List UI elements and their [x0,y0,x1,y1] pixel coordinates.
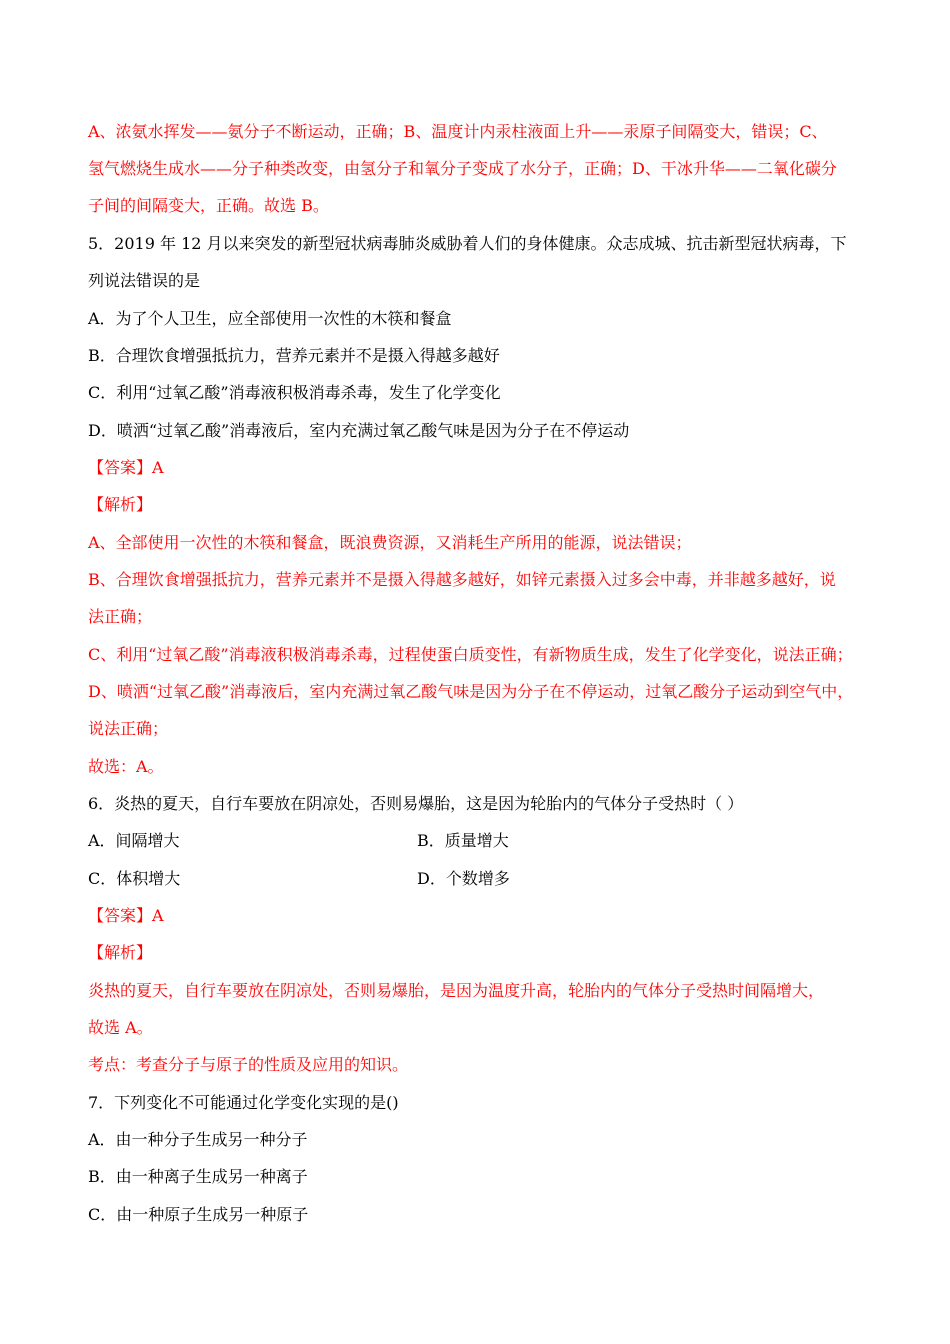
analysis-text: 故选：A。 [88,757,164,776]
question-5-stem: 列说法错误的是 [88,271,201,290]
text-line: A、浓氨水挥发——氨分子不断运动，正确；B、温度计内汞柱液面上升——汞原子间隔变大，错误；C、 [88,122,828,141]
question-7-stem: 7．下列变化不可能通过化学变化实现的是() [88,1093,399,1112]
question-5-option-d: D．喷洒“过氧乙酸”消毒液后，室内充满过氧乙酸气味是因为分子在不停运动 [88,421,630,440]
question-5-option-a: A．为了个人卫生，应全部使用一次性的木筷和餐盒 [88,309,452,328]
question-6-option-b: B．质量增大 [417,831,509,850]
analysis-text: C、利用“过氧乙酸”消毒液积极消毒杀毒，过程使蛋白质变性，有新物质生成，发生了化学变化，说法正确； [88,645,853,664]
analysis-text: A、全部使用一次性的木筷和餐盒，既浪费资源，又消耗生产所用的能源，说法错误； [88,533,692,552]
question-5-option-c: C．利用“过氧乙酸”消毒液积极消毒杀毒，发生了化学变化 [88,383,501,402]
analysis-text: 炎热的夏天，自行车要放在阴凉处，否则易爆胎，是因为温度升高，轮胎内的气体分子受热时间隔增大， [88,981,825,1000]
question-6-option-d: D．个数增多 [417,869,510,888]
analysis-label: 【解析】 [88,943,153,962]
text-line: 子间的间隔变大，正确。故选 B。 [88,196,329,215]
question-7-option-c: C．由一种原子生成另一种原子 [88,1205,309,1224]
question-6-option-a: A．间隔增大 [88,831,180,850]
analysis-text: D、喷洒“过氧乙酸”消毒液后，室内充满过氧乙酸气味是因为分子在不停运动，过氧乙酸分子运动到空气中， [88,682,854,701]
analysis-text: B、合理饮食增强抵抗力，营养元素并不是摄入得越多越好，如锌元素摄入过多会中毒，并非越多越好，说 [88,570,836,589]
analysis-text: 法正确； [88,607,153,626]
text-line: 氢气燃烧生成水——分子种类改变，由氢分子和氧分子变成了水分子，正确；D、干冰升华——二氧化碳分 [88,159,837,178]
answer-label: 【答案】A [88,906,164,925]
question-5-option-b: B．合理饮食增强抵抗力，营养元素并不是摄入得越多越好 [88,346,500,365]
question-7-option-a: A．由一种分子生成另一种分子 [88,1130,308,1149]
topic-note: 考点：考查分子与原子的性质及应用的知识。 [88,1055,409,1074]
answer-label: 【答案】A [88,458,164,477]
question-5-stem: 5．2019 年 12 月以来突发的新型冠状病毒肺炎威胁着人们的身体健康。众志成城、抗击新型冠状病毒，下 [88,234,847,253]
question-6-stem: 6．炎热的夏天，自行车要放在阴凉处，否则易爆胎，这是因为轮胎内的气体分子受热时（ ） [88,794,744,813]
analysis-text: 说法正确； [88,719,169,738]
question-7-option-b: B．由一种离子生成另一种离子 [88,1167,308,1186]
analysis-text: 故选 A。 [88,1018,153,1037]
question-6-option-c: C．体积增大 [88,869,181,888]
analysis-label: 【解析】 [88,495,153,514]
